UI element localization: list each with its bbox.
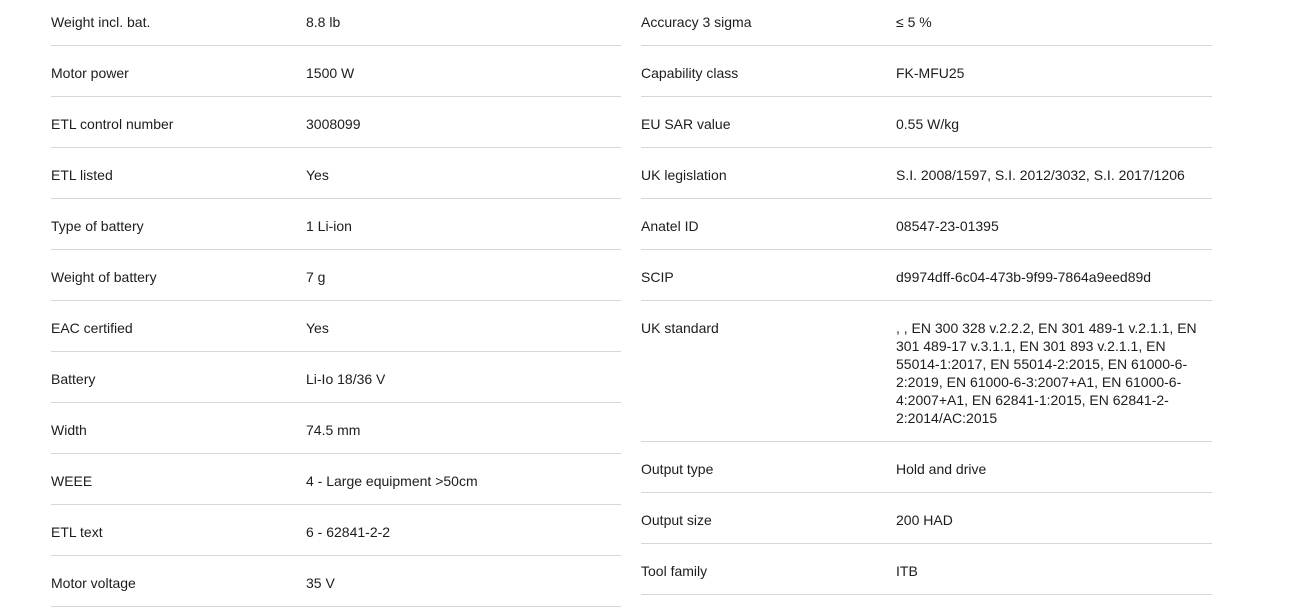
spec-value: ITB xyxy=(896,563,918,579)
spec-label: Weight of battery xyxy=(51,269,157,285)
spec-label: EU SAR value xyxy=(641,116,731,132)
spec-row xyxy=(51,556,621,607)
spec-value: Li-Io 18/36 V xyxy=(306,371,386,387)
spec-label: Type of battery xyxy=(51,218,144,234)
spec-row xyxy=(51,148,621,199)
spec-label: Battery xyxy=(51,371,96,387)
spec-row xyxy=(51,46,621,97)
spec-label: WEEE xyxy=(51,473,93,489)
spec-row xyxy=(641,46,1212,97)
spec-row xyxy=(51,505,621,556)
spec-label: Anatel ID xyxy=(641,218,699,234)
spec-value: Yes xyxy=(306,320,329,336)
spec-value: ≤ 5 % xyxy=(896,14,932,30)
spec-value: 3008099 xyxy=(306,116,361,132)
spec-value: 8.8 lb xyxy=(306,14,341,30)
spec-row xyxy=(641,493,1212,544)
spec-value: 08547-23-01395 xyxy=(896,218,999,234)
spec-row xyxy=(641,0,1212,46)
spec-row xyxy=(641,301,1212,442)
spec-label: UK standard xyxy=(641,320,719,336)
spec-label: Weight incl. bat. xyxy=(51,14,151,30)
spec-label: Accuracy 3 sigma xyxy=(641,14,752,30)
spec-table-left xyxy=(51,0,621,607)
spec-row xyxy=(51,199,621,250)
spec-row xyxy=(51,352,621,403)
spec-label: ETL text xyxy=(51,524,103,540)
spec-table-right xyxy=(641,0,1212,607)
spec-value: Hold and drive xyxy=(896,461,987,477)
spec-label: Motor voltage xyxy=(51,575,136,591)
spec-label: Output size xyxy=(641,512,712,528)
spec-value: 1 Li-ion xyxy=(306,218,352,234)
spec-row xyxy=(641,250,1212,301)
spec-value: d9974dff-6c04-473b-9f99-7864a9eed89d xyxy=(896,269,1152,285)
spec-value: 7 g xyxy=(306,269,326,285)
spec-value: FK-MFU25 xyxy=(896,65,965,81)
spec-row xyxy=(641,148,1212,199)
spec-value: 74.5 mm xyxy=(306,422,361,438)
spec-row xyxy=(641,199,1212,250)
spec-label: Tool family xyxy=(641,563,708,579)
spec-row xyxy=(51,301,621,352)
spec-label: Width xyxy=(51,422,87,438)
spec-value: 35 V xyxy=(306,575,335,591)
spec-value: S.I. 2008/1597, S.I. 2012/3032, S.I. 2017/1206 xyxy=(896,167,1185,183)
spec-label: ETL control number xyxy=(51,116,174,132)
spec-row xyxy=(51,454,621,505)
spec-value: 1500 W xyxy=(306,65,355,81)
spec-label: Capability class xyxy=(641,65,739,81)
spec-value: 200 HAD xyxy=(896,512,953,528)
spec-label: UK legislation xyxy=(641,167,727,183)
spec-row xyxy=(641,442,1212,493)
spec-row xyxy=(51,403,621,454)
spec-value: , , EN 300 328 v.2.2.2, EN 301 489-1 v.2.1.1, EN 301 489-17 v.3.1.1, EN 301 893 v.2.1.1, EN 55014-1:2017, EN 55014-2:2015, EN 61000-6-2:2019, EN 61000-6-3:2007+A1, EN 61000-6-4:2007+A1, EN 62841-1:2015, EN 62841-2-2:2014/AC:2015 xyxy=(896,320,1197,426)
spec-label: Output type xyxy=(641,461,714,477)
spec-label: ETL listed xyxy=(51,167,113,183)
spec-row xyxy=(51,0,621,46)
spec-value: Yes xyxy=(306,167,329,183)
spec-label: EAC certified xyxy=(51,320,133,336)
spec-row xyxy=(641,97,1212,148)
spec-row xyxy=(51,97,621,148)
spec-value: 4 - Large equipment >50cm xyxy=(306,473,478,489)
spec-value: 6 - 62841-2-2 xyxy=(306,524,391,540)
spec-value: 0.55 W/kg xyxy=(896,116,960,132)
spec-row xyxy=(641,544,1212,595)
spec-label: Motor power xyxy=(51,65,129,81)
spec-row xyxy=(51,250,621,301)
spec-label: SCIP xyxy=(641,269,674,285)
